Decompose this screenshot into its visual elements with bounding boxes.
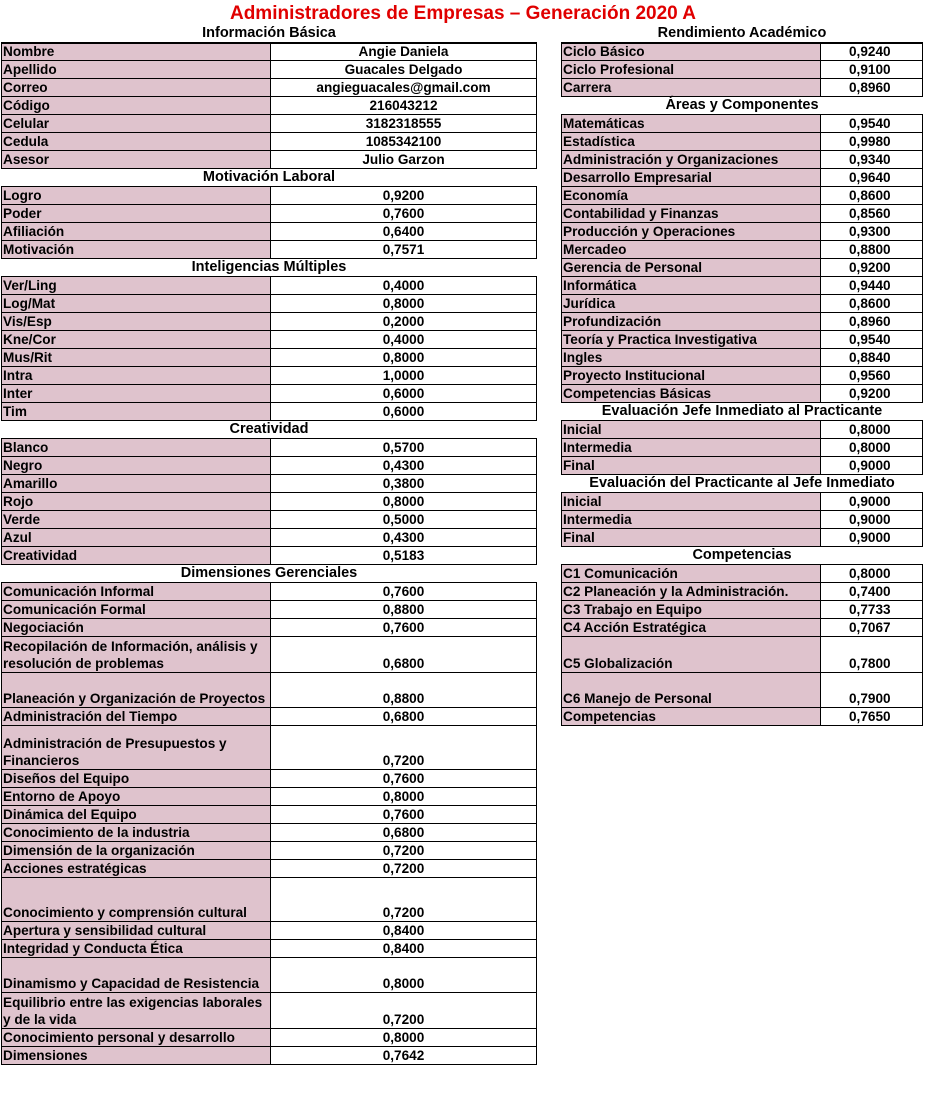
section-title-rendimiento-academico: Rendimiento Académico	[561, 25, 923, 43]
table-row	[1, 529, 537, 547]
row-label: Conocimiento y comprensión cultural	[1, 878, 271, 921]
table-row	[561, 583, 923, 601]
section-title-dimensiones-gerenciales: Dimensiones Gerenciales	[1, 565, 537, 583]
table-row	[1, 806, 537, 824]
table-row	[1, 475, 537, 493]
row-label: Competencias	[561, 708, 821, 725]
row-value: 0,8000	[821, 421, 923, 438]
row-value: 0,8960	[821, 79, 923, 96]
row-value: 0,7200	[271, 878, 537, 921]
table-row	[561, 493, 923, 511]
row-value: 0,9100	[821, 61, 923, 78]
table-row	[1, 940, 537, 958]
table-row	[1, 922, 537, 940]
row-label: Administración de Presupuestos y Financieros	[1, 726, 271, 769]
row-value: 0,7800	[821, 637, 923, 672]
row-value: 0,9000	[821, 457, 923, 474]
row-value: 0,6800	[271, 824, 537, 841]
row-label: Inicial	[561, 421, 821, 438]
table-row	[561, 565, 923, 583]
row-label: Azul	[1, 529, 271, 546]
table-row	[561, 367, 923, 385]
row-label: Intermedia	[561, 439, 821, 456]
row-label: Log/Mat	[1, 295, 271, 312]
row-value: 0,9200	[271, 187, 537, 204]
row-value: 0,9980	[821, 133, 923, 150]
row-label: Conocimiento de la industria	[1, 824, 271, 841]
table-row	[1, 770, 537, 788]
row-value: 1,0000	[271, 367, 537, 384]
table-row	[561, 619, 923, 637]
row-label: Negociación	[1, 619, 271, 636]
row-value: 0,7200	[271, 860, 537, 877]
row-value: 0,7400	[821, 583, 923, 600]
table-row	[1, 788, 537, 806]
table-row	[1, 842, 537, 860]
row-value: 0,7600	[271, 583, 537, 600]
section-title-areas-y-componentes: Áreas y Componentes	[561, 97, 923, 115]
row-label: Teoría y Practica Investigativa	[561, 331, 821, 348]
row-label: Motivación	[1, 241, 271, 258]
table-row	[1, 958, 537, 993]
row-value: 0,7900	[821, 673, 923, 707]
table-row	[561, 259, 923, 277]
row-value: 0,9200	[821, 385, 923, 402]
table-row	[561, 43, 923, 61]
row-label: Amarillo	[1, 475, 271, 492]
table-row	[1, 115, 537, 133]
table-row	[1, 97, 537, 115]
row-label: Estadística	[561, 133, 821, 150]
table-row	[1, 493, 537, 511]
row-label: C1 Comunicación	[561, 565, 821, 582]
row-value: 0,9000	[821, 511, 923, 528]
row-label: Administración y Organizaciones	[561, 151, 821, 168]
row-value: 0,5700	[271, 439, 537, 456]
table-row	[1, 277, 537, 295]
table-row	[561, 151, 923, 169]
row-value: 0,7571	[271, 241, 537, 258]
row-label: Profundización	[561, 313, 821, 330]
table-row	[1, 673, 537, 708]
row-value: 0,8600	[821, 295, 923, 312]
table-row	[1, 241, 537, 259]
table-row	[1, 1047, 537, 1065]
row-label: Carrera	[561, 79, 821, 96]
row-label: Ver/Ling	[1, 277, 271, 294]
row-value: 0,9540	[821, 331, 923, 348]
table-row	[1, 133, 537, 151]
row-label: Código	[1, 97, 271, 114]
row-value: 0,9000	[821, 529, 923, 546]
row-value: 0,8000	[271, 295, 537, 312]
row-value: Guacales Delgado	[271, 61, 537, 78]
table-row	[561, 313, 923, 331]
row-value: 0,6000	[271, 385, 537, 402]
row-label: Economía	[561, 187, 821, 204]
table-row	[1, 223, 537, 241]
row-value: 0,6800	[271, 637, 537, 672]
row-label: C6 Manejo de Personal	[561, 673, 821, 707]
row-label: Verde	[1, 511, 271, 528]
row-value: 216043212	[271, 97, 537, 114]
table-row	[561, 205, 923, 223]
table-row	[561, 637, 923, 673]
table-row	[1, 439, 537, 457]
row-label: C5 Globalización	[561, 637, 821, 672]
row-value: 0,7642	[271, 1047, 537, 1064]
table-row	[561, 241, 923, 259]
row-value: Julio Garzon	[271, 151, 537, 168]
row-value: 0,9200	[821, 259, 923, 276]
row-value: 0,2000	[271, 313, 537, 330]
row-label: Final	[561, 457, 821, 474]
row-label: Poder	[1, 205, 271, 222]
row-label: Dinámica del Equipo	[1, 806, 271, 823]
row-value: 0,8960	[821, 313, 923, 330]
row-label: Jurídica	[561, 295, 821, 312]
row-label: Vis/Esp	[1, 313, 271, 330]
row-value: 0,8800	[271, 601, 537, 618]
row-label: Comunicación Informal	[1, 583, 271, 600]
row-value: 0,4000	[271, 277, 537, 294]
table-row	[1, 43, 537, 61]
table-row	[561, 673, 923, 708]
table-row	[1, 295, 537, 313]
table-row	[561, 223, 923, 241]
table-row	[1, 79, 537, 97]
row-label: Comunicación Formal	[1, 601, 271, 618]
section-title-evaluacion-del-practicante-al-jefe-inmediato: Evaluación del Practicante al Jefe Inmediato	[561, 475, 923, 493]
table-row	[561, 61, 923, 79]
row-label: Asesor	[1, 151, 271, 168]
row-value: 0,9640	[821, 169, 923, 186]
page-title: Administradores de Empresas – Generación 2020 A	[229, 3, 697, 24]
row-label: Cedula	[1, 133, 271, 150]
table-row	[1, 187, 537, 205]
section-title-creatividad: Creatividad	[1, 421, 537, 439]
table-row	[561, 115, 923, 133]
row-label: Desarrollo Empresarial	[561, 169, 821, 186]
row-value: 0,8400	[271, 922, 537, 939]
section-title-motivacion-laboral: Motivación Laboral	[1, 169, 537, 187]
row-value: 1085342100	[271, 133, 537, 150]
row-label: Contabilidad y Finanzas	[561, 205, 821, 222]
table-row	[1, 385, 537, 403]
table-row	[1, 61, 537, 79]
table-row	[561, 331, 923, 349]
row-value: 0,9340	[821, 151, 923, 168]
row-value: 0,9440	[821, 277, 923, 294]
table-row	[561, 349, 923, 367]
row-value: 0,7600	[271, 770, 537, 787]
row-value: 0,8800	[821, 241, 923, 258]
row-label: Celular	[1, 115, 271, 132]
row-label: Final	[561, 529, 821, 546]
row-value: 0,8840	[821, 349, 923, 366]
row-value: 0,8000	[271, 958, 537, 992]
row-value: 0,3800	[271, 475, 537, 492]
table-row	[1, 511, 537, 529]
row-value: 0,8600	[821, 187, 923, 204]
row-label: Ciclo Profesional	[561, 61, 821, 78]
table-row	[561, 169, 923, 187]
row-value: 0,8560	[821, 205, 923, 222]
row-value: 0,7200	[271, 726, 537, 769]
row-label: Administración del Tiempo	[1, 708, 271, 725]
table-row	[561, 295, 923, 313]
right-column	[561, 25, 923, 726]
row-label: Conocimiento personal y desarrollo	[1, 1029, 271, 1046]
row-value: 0,8000	[271, 349, 537, 366]
row-label: Blanco	[1, 439, 271, 456]
row-value: 0,8800	[271, 673, 537, 707]
table-row	[1, 349, 537, 367]
row-value: 0,7600	[271, 619, 537, 636]
row-value: 0,7200	[271, 993, 537, 1028]
table-row	[1, 367, 537, 385]
row-label: Negro	[1, 457, 271, 474]
table-row	[1, 993, 537, 1029]
row-label: Gerencia de Personal	[561, 259, 821, 276]
row-label: Acciones estratégicas	[1, 860, 271, 877]
section-title-informacion-basica: Información Básica	[1, 25, 537, 43]
row-value: 0,9000	[821, 493, 923, 510]
row-value: 0,7650	[821, 708, 923, 725]
row-value: 0,8000	[271, 788, 537, 805]
row-value: angieguacales@gmail.com	[271, 79, 537, 96]
row-label: Matemáticas	[561, 115, 821, 132]
table-row	[1, 457, 537, 475]
row-value: 0,4000	[271, 331, 537, 348]
row-value: 0,7600	[271, 205, 537, 222]
table-row	[561, 511, 923, 529]
row-label: Inter	[1, 385, 271, 402]
row-label: Mercadeo	[561, 241, 821, 258]
row-value: 0,7200	[271, 842, 537, 859]
table-row	[1, 583, 537, 601]
table-row	[1, 860, 537, 878]
table-row	[1, 1029, 537, 1047]
row-label: Equilibrio entre las exigencias laborales y de la vida	[1, 993, 271, 1028]
row-label: Correo	[1, 79, 271, 96]
row-label: Inicial	[561, 493, 821, 510]
table-row	[1, 637, 537, 673]
table-row	[561, 187, 923, 205]
row-label: Diseños del Equipo	[1, 770, 271, 787]
row-value: 0,8000	[821, 565, 923, 582]
table-row	[1, 331, 537, 349]
table-row	[1, 151, 537, 169]
table-row	[561, 385, 923, 403]
row-label: C2 Planeación y la Administración.	[561, 583, 821, 600]
row-label: Apellido	[1, 61, 271, 78]
row-value: 0,8000	[821, 439, 923, 456]
table-row	[1, 708, 537, 726]
table-row	[1, 601, 537, 619]
row-label: Apertura y sensibilidad cultural	[1, 922, 271, 939]
row-label: Tim	[1, 403, 271, 420]
row-label: Kne/Cor	[1, 331, 271, 348]
table-row	[561, 708, 923, 726]
row-label: Afiliación	[1, 223, 271, 240]
row-value: 0,6400	[271, 223, 537, 240]
row-label: Creatividad	[1, 547, 271, 564]
table-row	[1, 547, 537, 565]
row-label: Proyecto Institucional	[561, 367, 821, 384]
row-value: 0,4300	[271, 457, 537, 474]
row-value: 3182318555	[271, 115, 537, 132]
table-row	[561, 457, 923, 475]
row-value: 0,7600	[271, 806, 537, 823]
row-label: Planeación y Organización de Proyectos	[1, 673, 271, 707]
row-label: C3 Trabajo en Equipo	[561, 601, 821, 618]
row-label: Dimensión de la organización	[1, 842, 271, 859]
row-label: Intermedia	[561, 511, 821, 528]
row-value: 0,8400	[271, 940, 537, 957]
row-value: 0,9240	[821, 44, 923, 60]
row-label: Intra	[1, 367, 271, 384]
row-value: 0,6000	[271, 403, 537, 420]
row-label: Competencias Básicas	[561, 385, 821, 402]
row-label: Recopilación de Información, análisis y resolución de problemas	[1, 637, 271, 672]
table-row	[561, 529, 923, 547]
row-label: Logro	[1, 187, 271, 204]
row-label: C4 Acción Estratégica	[561, 619, 821, 636]
row-value: 0,9560	[821, 367, 923, 384]
row-value: 0,7733	[821, 601, 923, 618]
table-row	[561, 601, 923, 619]
row-value: 0,6800	[271, 708, 537, 725]
row-label: Ingles	[561, 349, 821, 366]
row-label: Nombre	[1, 44, 271, 60]
table-row	[561, 79, 923, 97]
row-label: Entorno de Apoyo	[1, 788, 271, 805]
row-value: 0,4300	[271, 529, 537, 546]
left-column	[1, 25, 537, 1065]
section-title-evaluacion-jefe-inmediato-al-practicante: Evaluación Jefe Inmediato al Practicante	[561, 403, 923, 421]
row-label: Mus/Rit	[1, 349, 271, 366]
row-value: 0,5000	[271, 511, 537, 528]
table-row	[1, 878, 537, 922]
row-value: Angie Daniela	[271, 44, 537, 60]
table-row	[1, 726, 537, 770]
row-value: 0,8000	[271, 493, 537, 510]
table-row	[1, 313, 537, 331]
row-label: Integridad y Conducta Ética	[1, 940, 271, 957]
row-label: Dinamismo y Capacidad de Resistencia	[1, 958, 271, 992]
row-value: 0,7067	[821, 619, 923, 636]
table-row	[561, 133, 923, 151]
table-row	[1, 205, 537, 223]
table-row	[1, 824, 537, 842]
row-value: 0,9540	[821, 115, 923, 132]
table-row	[1, 619, 537, 637]
row-label: Informática	[561, 277, 821, 294]
section-title-inteligencias-multiples: Inteligencias Múltiples	[1, 259, 537, 277]
row-label: Dimensiones	[1, 1047, 271, 1064]
table-row	[1, 403, 537, 421]
table-row	[561, 439, 923, 457]
row-label: Ciclo Básico	[561, 44, 821, 60]
row-value: 0,9300	[821, 223, 923, 240]
row-label: Rojo	[1, 493, 271, 510]
row-value: 0,8000	[271, 1029, 537, 1046]
row-label: Producción y Operaciones	[561, 223, 821, 240]
table-row	[561, 421, 923, 439]
section-title-competencias: Competencias	[561, 547, 923, 565]
row-value: 0,5183	[271, 547, 537, 564]
table-row	[561, 277, 923, 295]
